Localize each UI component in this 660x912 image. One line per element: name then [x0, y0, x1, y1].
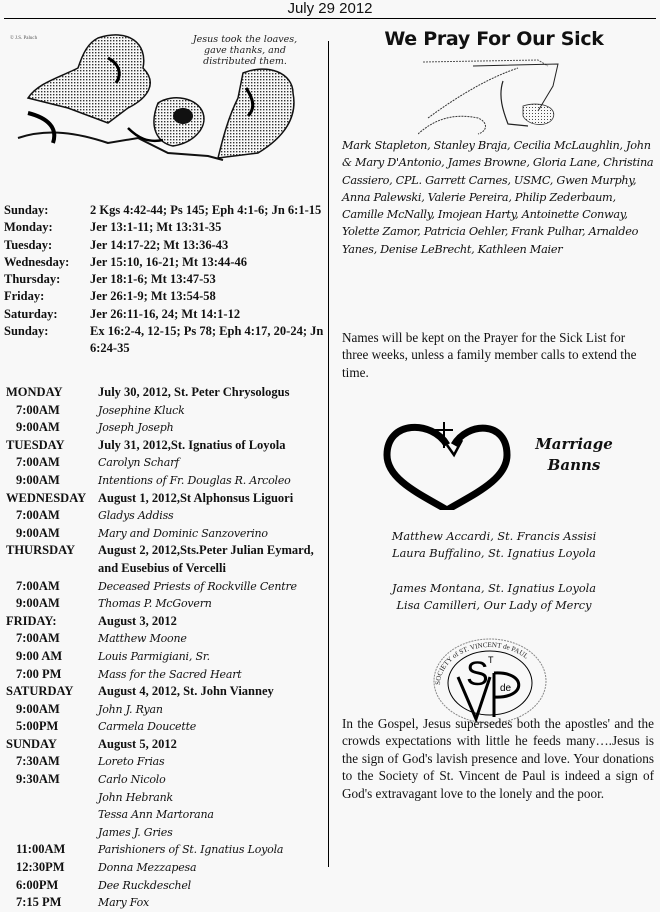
illustration-caption: Jesus took the loaves, gave thanks, and distributed them. — [192, 34, 298, 67]
mass-intention: James J. Gries — [98, 825, 173, 839]
praying-hands-icon — [418, 56, 568, 136]
loaves-illustration — [8, 28, 304, 164]
mass-intention: 7:30AM Loreto Frias — [16, 754, 165, 769]
weekly-readings — [4, 202, 324, 358]
mass-day-header: SATURDAY August 4, 2012, St. John Vianney — [6, 684, 274, 699]
mass-intention: 11:00AM Parishioners of St. Ignatius Loyola — [16, 842, 284, 857]
mass-intention: 6:00PM Dee Ruckdeschel — [16, 877, 191, 892]
reading-row: Monday: Jer 13:1-11; Mt 13:31-35 — [4, 220, 222, 235]
svdp-ring-text: SOCIETY of ST. VINCENT de PAUL — [433, 641, 530, 686]
mass-intention: 7:00AM Deceased Priests of Rockville Centre — [16, 578, 297, 593]
marriage-banns-title: Marriage Banns — [535, 435, 613, 474]
mass-day-header: THURSDAY August 2, 2012,Sts.Peter Julian Eymard, and Eusebius of Vercelli — [6, 543, 314, 575]
mass-intention: 9:00AM Joseph Joseph — [16, 420, 174, 435]
reading-row: Sunday: 2 Kgs 4:42-44; Ps 145; Eph 4:1-6; Jn 6:1-15 — [4, 203, 322, 217]
svdp-s: S — [466, 655, 489, 693]
mass-intention: 7:15 PM Mary Fox — [16, 895, 150, 910]
mass-day-header: WEDNESDAY August 1, 2012,St Alphonsus Liguori — [6, 490, 294, 505]
banns-couple: Matthew Accardi, St. Francis Assisi Laura Buffalino, St. Ignatius Loyola — [391, 530, 597, 561]
reading-row: Wednesday: Jer 15:10, 16-21; Mt 13:44-46 — [4, 254, 248, 269]
illustration-credit: © J.S. Paluch — [10, 36, 38, 41]
reading-row: Saturday: Jer 26:11-16, 24; Mt 14:1-12 — [4, 306, 241, 321]
mass-intention: 9:00AM Mary and Dominic Sanzoverino — [16, 525, 268, 540]
svdp-t: T — [488, 655, 494, 665]
banns-couple: James Montana, St. Ignatius Loyola Lisa Camilleri, Our Lady of Mercy — [392, 581, 596, 612]
mass-day-header: SUNDAY August 5, 2012 — [6, 736, 177, 751]
mass-day-header: TUESDAY July 31, 2012,St. Ignatius of Loyola — [6, 437, 286, 452]
sick-list-note: Names will be kept on the Prayer for the Sick List for three weeks, unless a family member calls to extend the time. — [342, 330, 637, 380]
svdp-de: de — [500, 683, 512, 694]
reading-row: Thursday: Jer 18:1-6; Mt 13:47-53 — [4, 272, 216, 287]
mass-intention: Tessa Ann Martorana — [98, 808, 214, 822]
sick-section-title: We Pray For Our Sick — [384, 28, 604, 50]
mass-intention: 7:00AM Gladys Addiss — [16, 508, 174, 523]
mass-intention: John Hebrank — [98, 790, 174, 804]
mass-intention: 9:00AM Intentions of Fr. Douglas R. Arcoleo — [16, 472, 291, 487]
bulletin-date: July 29 2012 — [287, 0, 373, 17]
mass-intention: 12:30PM Donna Mezzapesa — [16, 860, 197, 875]
mass-intentions-schedule — [6, 384, 326, 912]
mass-intention: 7:00AM Matthew Moone — [16, 631, 187, 646]
mass-intention: 7:00 PM Mass for the Sacred Heart — [16, 666, 242, 681]
mass-day-header: MONDAY July 30, 2012, St. Peter Chrysologus — [6, 385, 290, 399]
mass-day-header: FRIDAY: August 3, 2012 — [6, 613, 177, 628]
sick-names-list: Mark Stapleton, Stanley Braja, Cecilia McLaughlin, John & Mary D'Antonio, James Browne, Gloria Lane, Christina Cassiero, CPL. Garrett Carnes, USMC, Gwen Murphy, Anna Palewski, Valerie Pereira, Philip Zederbaum, Camille McNally, Imojean Harty, Antoinette Conway, Yolette Zamor, Patricia Oehler, Frank Pulhar, Arnaldeo Yanes, Denise LeBrecht, Kathleen Maier — [342, 139, 654, 256]
bulletin-date-header — [4, 0, 656, 19]
mass-intention: 7:00AM Josephine Kluck — [16, 402, 185, 417]
mass-intention: 9:00AM John J. Ryan — [16, 701, 163, 716]
reading-row: Tuesday: Jer 14:17-22; Mt 13:36-43 — [4, 237, 229, 252]
mass-intention: 5:00PM Carmela Doucette — [16, 719, 197, 734]
marriage-banns-list — [332, 528, 656, 614]
svdp-logo-icon — [432, 637, 548, 725]
mass-intention: 9:30AM Carlo Nicolo — [16, 772, 166, 787]
mass-intention: 7:00AM Carolyn Scharf — [16, 455, 180, 470]
column-divider — [328, 41, 329, 867]
mass-intention: 9:00 AM Louis Parmigiani, Sr. — [16, 648, 210, 663]
reading-row: Friday: Jer 26:1-9; Mt 13:54-58 — [4, 289, 216, 304]
gospel-reflection: In the Gospel, Jesus supersedes both the apostles' and the crowds expectations with little he feeds many….Jesus is the sign of God's lavish presence and love. Your donations to the Society of St. Vincent de Paul is indeed a sign of God's extravagant love to the lonely and the poor. — [342, 716, 654, 801]
reading-row: Sunday: Ex 16:2-4, 12-15; Ps 78; Eph 4:17, 20-24; Jn 6:24-35 — [4, 324, 324, 356]
mass-intention: 9:00AM Thomas P. McGovern — [16, 596, 212, 611]
